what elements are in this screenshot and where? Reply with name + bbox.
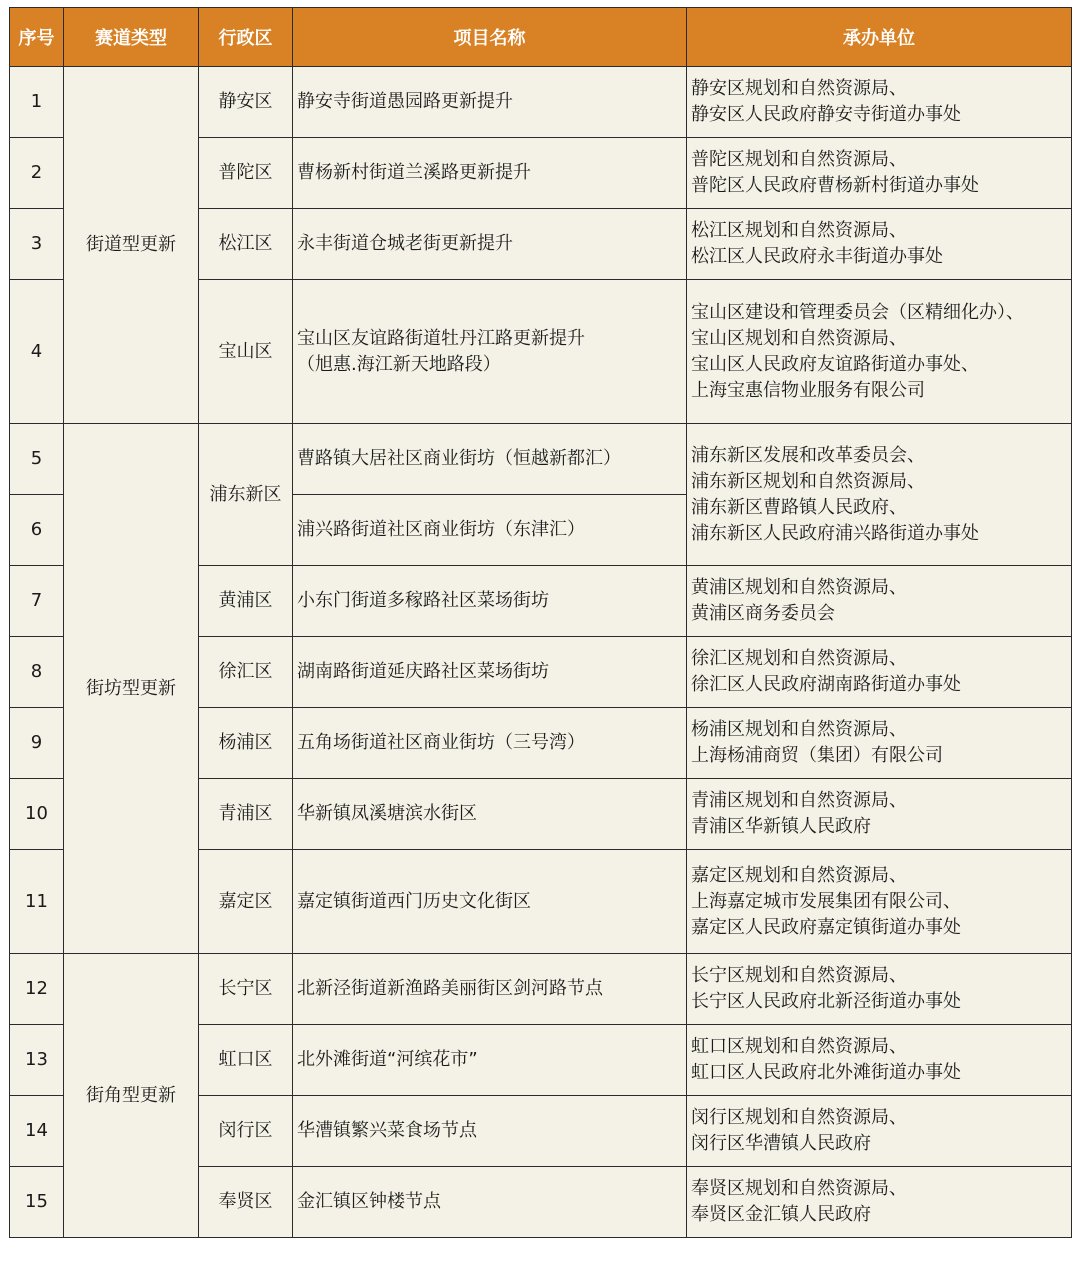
district-cell: 浦东新区: [199, 424, 293, 566]
project-cell: 北外滩街道“河缤花市”: [293, 1025, 687, 1096]
track-cell: 街坊型更新: [64, 424, 199, 954]
header-seq: 序号: [10, 8, 64, 67]
district-cell: 徐汇区: [199, 637, 293, 708]
org-cell: 青浦区规划和自然资源局、 青浦区华新镇人民政府: [687, 779, 1072, 850]
header-track: 赛道类型: [64, 8, 199, 67]
district-cell: 虹口区: [199, 1025, 293, 1096]
seq-cell: 7: [10, 566, 64, 637]
project-cell: 华新镇凤溪塘滨水街区: [293, 779, 687, 850]
project-cell: 金汇镇区钟楼节点: [293, 1167, 687, 1238]
project-cell: 湖南路街道延庆路社区菜场街坊: [293, 637, 687, 708]
table-row: [10, 954, 1072, 1025]
track-cell: 街角型更新: [64, 954, 199, 1238]
seq-cell: 3: [10, 209, 64, 280]
track-cell: 街道型更新: [64, 67, 199, 424]
seq-cell: 4: [10, 280, 64, 424]
seq-cell: 9: [10, 708, 64, 779]
org-cell: 奉贤区规划和自然资源局、 奉贤区金汇镇人民政府: [687, 1167, 1072, 1238]
district-cell: 杨浦区: [199, 708, 293, 779]
org-cell: 普陀区规划和自然资源局、 普陀区人民政府曹杨新村街道办事处: [687, 138, 1072, 209]
table-row: [10, 424, 1072, 495]
header-project: 项目名称: [293, 8, 687, 67]
seq-cell: 11: [10, 850, 64, 954]
seq-cell: 10: [10, 779, 64, 850]
org-cell: 嘉定区规划和自然资源局、 上海嘉定城市发展集团有限公司、 嘉定区人民政府嘉定镇街道办事处: [687, 850, 1072, 954]
district-cell: 长宁区: [199, 954, 293, 1025]
org-cell: 虹口区规划和自然资源局、 虹口区人民政府北外滩街道办事处: [687, 1025, 1072, 1096]
project-table: [9, 7, 1072, 1238]
district-cell: 奉贤区: [199, 1167, 293, 1238]
header-district: 行政区: [199, 8, 293, 67]
project-cell: 浦兴路街道社区商业街坊（东津汇）: [293, 495, 687, 566]
seq-cell: 5: [10, 424, 64, 495]
seq-cell: 8: [10, 637, 64, 708]
org-cell: 黄浦区规划和自然资源局、 黄浦区商务委员会: [687, 566, 1072, 637]
project-cell: 静安寺街道愚园路更新提升: [293, 67, 687, 138]
district-cell: 嘉定区: [199, 850, 293, 954]
table-row: [10, 67, 1072, 138]
district-cell: 松江区: [199, 209, 293, 280]
header-row: [10, 8, 1072, 67]
header-org: 承办单位: [687, 8, 1072, 67]
project-cell: 小东门街道多稼路社区菜场街坊: [293, 566, 687, 637]
district-cell: 普陀区: [199, 138, 293, 209]
project-cell: 曹路镇大居社区商业街坊（恒越新都汇）: [293, 424, 687, 495]
project-cell: 五角场街道社区商业街坊（三号湾）: [293, 708, 687, 779]
project-cell: 北新泾街道新渔路美丽街区剑河路节点: [293, 954, 687, 1025]
project-cell: 华漕镇繁兴菜食场节点: [293, 1096, 687, 1167]
seq-cell: 14: [10, 1096, 64, 1167]
project-cell: 永丰街道仓城老街更新提升: [293, 209, 687, 280]
org-cell: 长宁区规划和自然资源局、 长宁区人民政府北新泾街道办事处: [687, 954, 1072, 1025]
seq-cell: 12: [10, 954, 64, 1025]
seq-cell: 15: [10, 1167, 64, 1238]
org-cell: 静安区规划和自然资源局、 静安区人民政府静安寺街道办事处: [687, 67, 1072, 138]
district-cell: 静安区: [199, 67, 293, 138]
project-cell: 宝山区友谊路街道牡丹江路更新提升 （旭惠.海江新天地路段）: [293, 280, 687, 424]
project-cell: 嘉定镇街道西门历史文化街区: [293, 850, 687, 954]
org-cell: 闵行区规划和自然资源局、 闵行区华漕镇人民政府: [687, 1096, 1072, 1167]
district-cell: 青浦区: [199, 779, 293, 850]
seq-cell: 6: [10, 495, 64, 566]
org-cell: 浦东新区发展和改革委员会、 浦东新区规划和自然资源局、 浦东新区曹路镇人民政府、 浦东新区人民政府浦兴路街道办事处: [687, 424, 1072, 566]
district-cell: 宝山区: [199, 280, 293, 424]
org-cell: 杨浦区规划和自然资源局、 上海杨浦商贸（集团）有限公司: [687, 708, 1072, 779]
seq-cell: 2: [10, 138, 64, 209]
district-cell: 闵行区: [199, 1096, 293, 1167]
org-cell: 徐汇区规划和自然资源局、 徐汇区人民政府湖南路街道办事处: [687, 637, 1072, 708]
org-cell: 宝山区建设和管理委员会（区精细化办）、 宝山区规划和自然资源局、 宝山区人民政府友谊路街道办事处、 上海宝惠信物业服务有限公司: [687, 280, 1072, 424]
seq-cell: 13: [10, 1025, 64, 1096]
org-cell: 松江区规划和自然资源局、 松江区人民政府永丰街道办事处: [687, 209, 1072, 280]
project-cell: 曹杨新村街道兰溪路更新提升: [293, 138, 687, 209]
seq-cell: 1: [10, 67, 64, 138]
district-cell: 黄浦区: [199, 566, 293, 637]
